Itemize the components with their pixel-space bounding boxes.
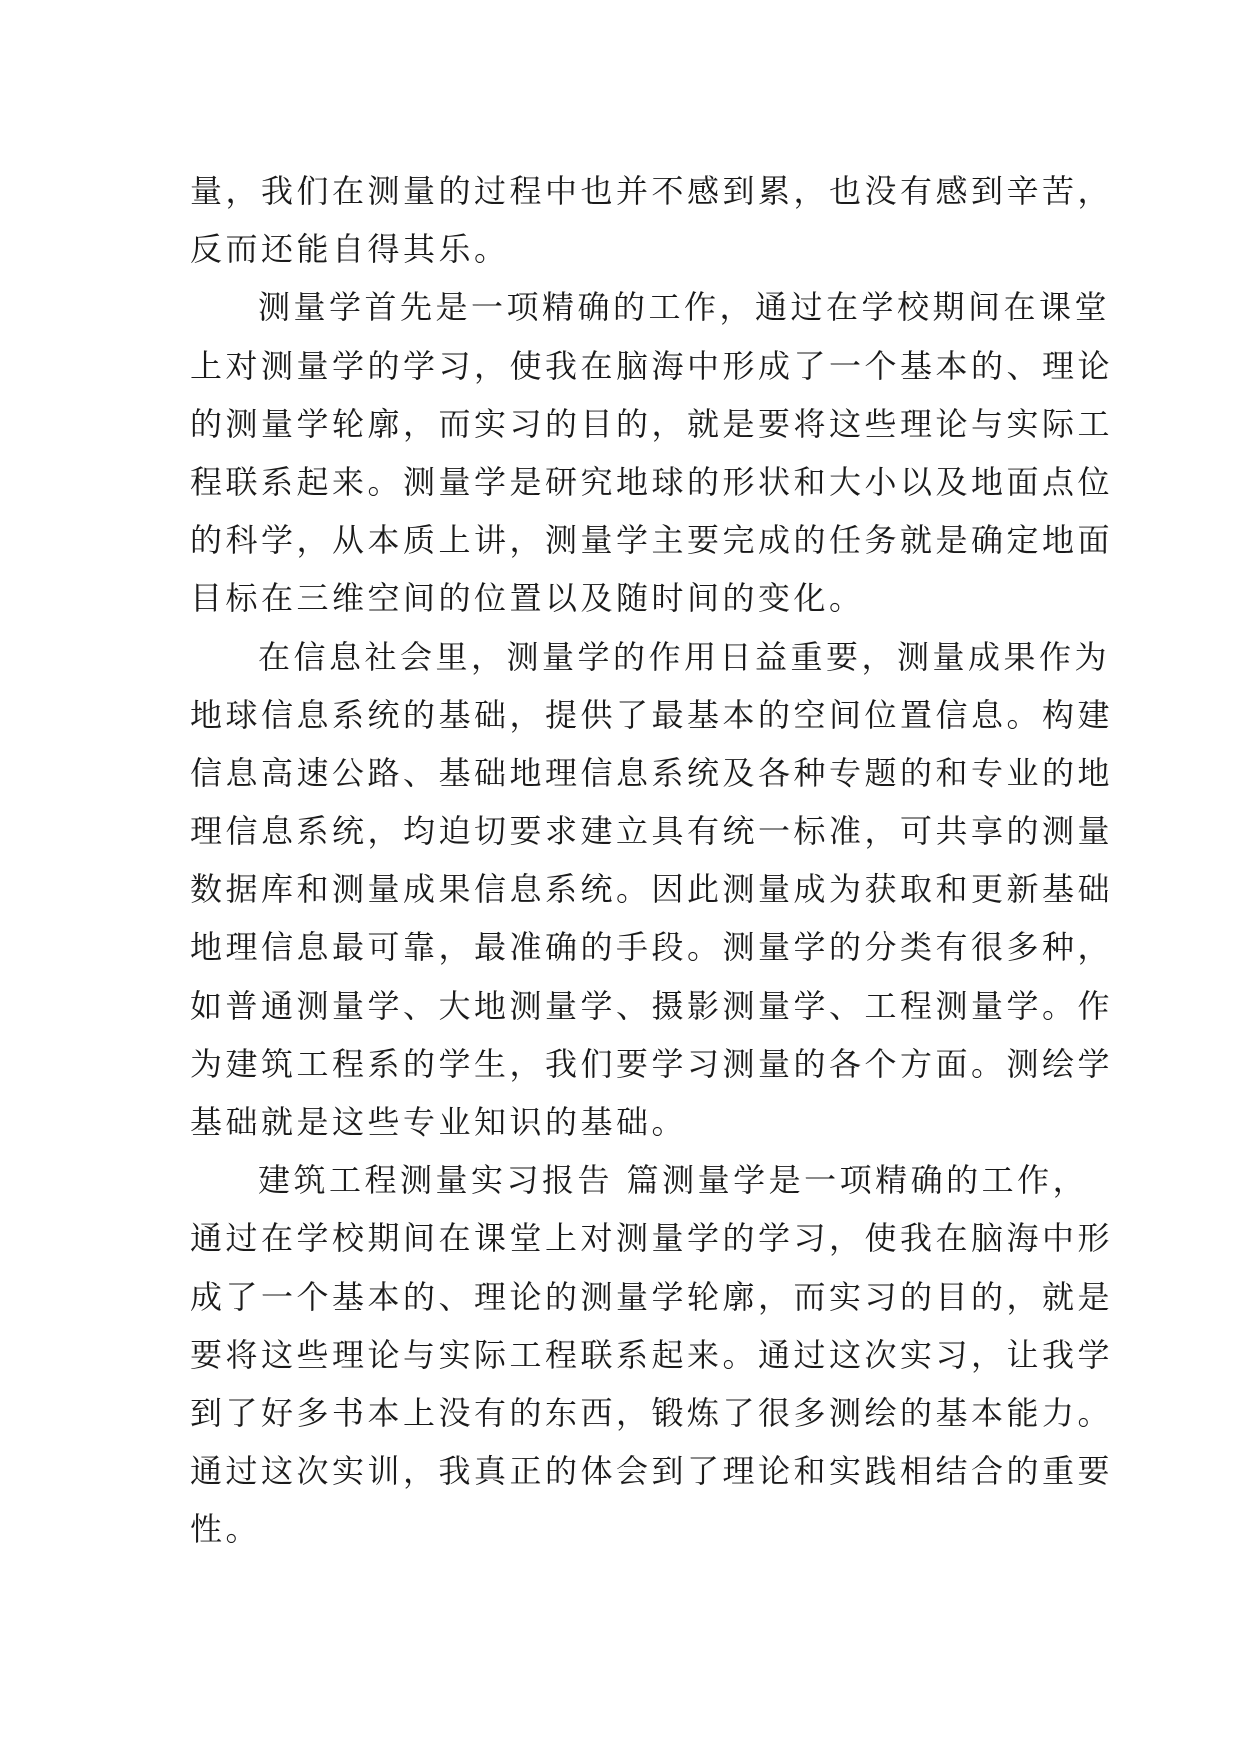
text-line: 理信息系统，均迫切要求建立具有统一标准，可共享的测量	[190, 812, 1114, 851]
text-line: 量，我们在测量的过程中也并不感到累，也没有感到辛苦，	[190, 172, 1114, 210]
paragraph-start-line: 测量学首先是一项精确的工作，通过在学校期间在课堂	[258, 288, 1111, 327]
paragraph-start-line: 在信息社会里，测量学的作用日益重要，测量成果作为	[258, 637, 1111, 676]
text-line: 的测量学轮廓，而实习的目的，就是要将这些理论与实际工	[190, 404, 1114, 443]
text-line: 到了好多书本上没有的东西，锻炼了很多测绘的基本能力。	[190, 1393, 1114, 1432]
text-line: 基础就是这些专业知识的基础。	[190, 1103, 688, 1141]
text-line: 程联系起来。测量学是研究地球的形状和大小以及地面点位	[190, 462, 1114, 501]
text-line: 如普通测量学、大地测量学、摄影测量学、工程测量学。作	[190, 986, 1114, 1025]
text-line: 上对测量学的学习，使我在脑海中形成了一个基本的、理论	[190, 346, 1114, 385]
text-line: 地理信息最可靠，最准确的手段。测量学的分类有很多种，	[190, 928, 1114, 967]
text-line: 通过在学校期间在课堂上对测量学的学习，使我在脑海中形	[190, 1219, 1114, 1258]
paragraph-start-line: 建筑工程测量实习报告 篇测量学是一项精确的工作，	[258, 1161, 1089, 1200]
text-line: 信息高速公路、基础地理信息系统及各种专题的和专业的地	[190, 753, 1114, 792]
text-line: 通过这次实训，我真正的体会到了理论和实践相结合的重要	[190, 1452, 1114, 1491]
text-line: 成了一个基本的、理论的测量学轮廓，而实习的目的，就是	[190, 1277, 1114, 1316]
text-line: 目标在三维空间的位置以及随时间的变化。	[190, 579, 865, 618]
text-line: 性。	[190, 1510, 262, 1549]
body-text	[190, 162, 1114, 1559]
text-line: 为建筑工程系的学生，我们要学习测量的各个方面。测绘学	[190, 1044, 1114, 1083]
text-line: 的科学，从本质上讲，测量学主要完成的任务就是确定地面	[190, 521, 1114, 560]
text-line: 地球信息系统的基础，提供了最基本的空间位置信息。构建	[190, 695, 1114, 734]
text-line: 要将这些理论与实际工程联系起来。通过这次实习，让我学	[190, 1335, 1114, 1374]
text-line: 反而还能自得其乐。	[190, 230, 510, 269]
text-line: 数据库和测量成果信息系统。因此测量成为获取和更新基础	[190, 870, 1114, 909]
